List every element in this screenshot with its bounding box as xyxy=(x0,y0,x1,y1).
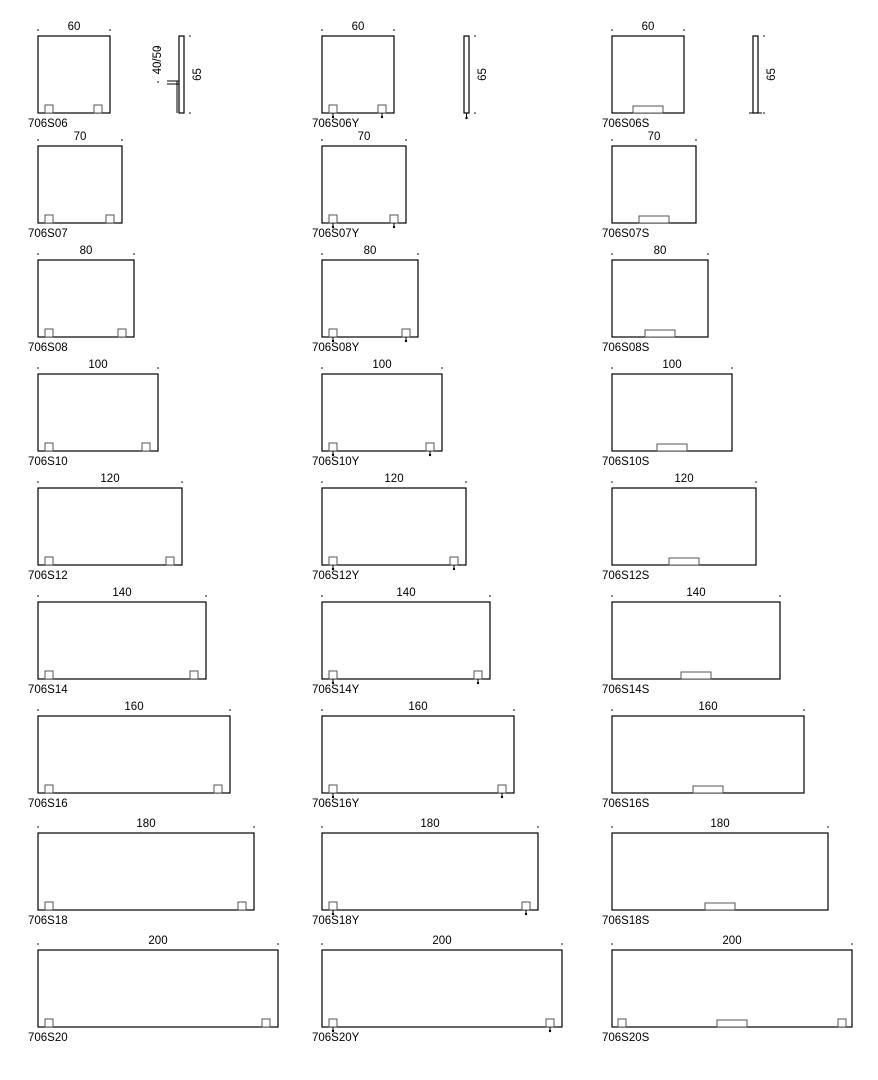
dimension-tick xyxy=(763,112,765,114)
dimension-tick xyxy=(321,139,323,141)
panel-front-view xyxy=(38,36,110,113)
dimension-tick xyxy=(611,826,613,828)
dimension-tick xyxy=(417,253,419,255)
base-plate xyxy=(717,1020,747,1027)
clamp-screw-head xyxy=(405,340,407,342)
foot-bracket xyxy=(214,785,222,793)
dimension-tick xyxy=(37,481,39,483)
width-label: 140 xyxy=(686,587,706,599)
product-code: 706S12S xyxy=(602,570,650,582)
clamp-screw-head xyxy=(477,682,479,684)
panel-front-view xyxy=(38,374,158,451)
dimension-tick xyxy=(321,943,323,945)
panel-front-view xyxy=(612,716,804,793)
foot-bracket xyxy=(262,1019,270,1027)
product-code: 706S20Y xyxy=(312,1032,360,1044)
dimension-tick xyxy=(611,29,613,31)
dimension-tick xyxy=(465,481,467,483)
product-code: 706S07 xyxy=(28,228,68,240)
product-code: 706S14S xyxy=(602,684,650,696)
clamp-screw-head xyxy=(549,1030,551,1032)
dimension-tick xyxy=(441,367,443,369)
base-plate xyxy=(705,903,735,910)
foot-bracket xyxy=(166,557,174,565)
dimension-tick xyxy=(229,709,231,711)
foot-bracket xyxy=(329,785,337,793)
panel-front-view xyxy=(612,374,732,451)
foot-bracket xyxy=(329,215,337,223)
product-code: 706S07Y xyxy=(312,228,360,240)
clamp-screw-head xyxy=(501,796,503,798)
foot-bracket xyxy=(546,1019,554,1027)
clamp-range-label: 40/50 xyxy=(152,45,164,75)
foot-bracket xyxy=(522,902,530,910)
width-label: 180 xyxy=(136,818,156,830)
product-code: 706S14 xyxy=(28,684,68,696)
dimension-tick xyxy=(611,595,613,597)
dimension-tick xyxy=(683,29,685,31)
foot-bracket xyxy=(45,557,53,565)
width-label: 120 xyxy=(100,473,120,485)
dimension-tick xyxy=(37,367,39,369)
width-label: 100 xyxy=(662,359,682,371)
width-label: 60 xyxy=(67,21,81,33)
foot-bracket xyxy=(142,443,150,451)
product-code: 706S06 xyxy=(28,118,68,130)
dimension-tick xyxy=(405,139,407,141)
panel-front-view xyxy=(322,146,406,223)
foot-bracket xyxy=(238,902,246,910)
dimension-tick xyxy=(827,826,829,828)
foot-bracket xyxy=(474,671,482,679)
panel-front-view xyxy=(38,833,254,910)
clamp-screw-head xyxy=(381,116,383,118)
foot-bracket xyxy=(94,105,102,113)
dimension-tick xyxy=(181,481,183,483)
panel-front-view xyxy=(38,950,278,1027)
foot-bracket xyxy=(402,329,410,337)
dimension-tick xyxy=(755,481,757,483)
panel-front-view xyxy=(612,602,780,679)
dimension-tick xyxy=(189,35,191,37)
base-plate xyxy=(669,558,699,565)
width-label: 70 xyxy=(73,131,87,143)
dimension-tick xyxy=(611,253,613,255)
foot-bracket xyxy=(45,215,53,223)
base-plate xyxy=(633,106,663,113)
width-label: 80 xyxy=(363,245,377,257)
foot-bracket xyxy=(45,902,53,910)
width-label: 200 xyxy=(432,935,452,947)
product-code: 706S12 xyxy=(28,570,68,582)
dimension-tick xyxy=(474,112,476,114)
width-label: 180 xyxy=(710,818,730,830)
product-code: 706S18S xyxy=(602,915,650,927)
dimension-tick xyxy=(321,481,323,483)
foot-bracket xyxy=(329,557,337,565)
base-plate xyxy=(645,330,675,337)
product-code: 706S20 xyxy=(28,1032,68,1044)
dimension-tick xyxy=(321,709,323,711)
foot-bracket xyxy=(838,1019,846,1027)
dimension-tick xyxy=(277,943,279,945)
product-code: 706S06Y xyxy=(312,118,360,130)
dimension-tick xyxy=(121,139,123,141)
product-code: 706S10Y xyxy=(312,456,360,468)
panel-front-view xyxy=(322,833,538,910)
dimension-tick xyxy=(321,29,323,31)
clamp-screw-head xyxy=(453,568,455,570)
foot-bracket xyxy=(390,215,398,223)
dimension-tick xyxy=(37,253,39,255)
dimension-tick xyxy=(803,709,805,711)
dimension-tick xyxy=(321,826,323,828)
dimension-tick xyxy=(133,253,135,255)
width-label: 180 xyxy=(420,818,440,830)
foot-bracket xyxy=(45,443,53,451)
dimension-tick xyxy=(731,367,733,369)
foot-bracket xyxy=(45,329,53,337)
dimension-tick xyxy=(393,29,395,31)
foot-bracket xyxy=(45,1019,53,1027)
foot-bracket xyxy=(118,329,126,337)
panel-front-view xyxy=(38,602,206,679)
product-code: 706S20S xyxy=(602,1032,650,1044)
product-code: 706S10S xyxy=(602,456,650,468)
panel-front-view xyxy=(38,716,230,793)
width-label: 60 xyxy=(351,21,365,33)
dimension-tick xyxy=(37,29,39,31)
height-label: 65 xyxy=(766,68,778,81)
panel-front-view xyxy=(322,374,442,451)
dimension-tick xyxy=(37,709,39,711)
dimension-tick xyxy=(37,826,39,828)
panel-front-view xyxy=(612,488,756,565)
base-plate xyxy=(657,444,687,451)
foot-bracket xyxy=(498,785,506,793)
dimension-tick xyxy=(851,943,853,945)
dimension-tick xyxy=(611,943,613,945)
width-label: 160 xyxy=(408,701,428,713)
foot-bracket xyxy=(618,1019,626,1027)
dimension-tick xyxy=(707,253,709,255)
base-plate xyxy=(693,786,723,793)
width-label: 80 xyxy=(79,245,93,257)
panel-front-view xyxy=(322,950,562,1027)
foot-bracket xyxy=(426,443,434,451)
product-code: 706S08S xyxy=(602,342,650,354)
dimension-tick xyxy=(157,81,159,83)
dimension-tick xyxy=(37,139,39,141)
product-code: 706S08Y xyxy=(312,342,360,354)
dimension-tick xyxy=(611,709,613,711)
foot-bracket xyxy=(45,785,53,793)
base-plate xyxy=(681,672,711,679)
dimension-tick xyxy=(157,367,159,369)
panel-front-view xyxy=(612,260,708,337)
product-code: 706S07S xyxy=(602,228,650,240)
product-code: 706S08 xyxy=(28,342,68,354)
width-label: 60 xyxy=(641,21,655,33)
clamp-screw-head xyxy=(393,226,395,228)
panel-front-view xyxy=(322,716,514,793)
dimension-tick xyxy=(489,595,491,597)
panel-front-view xyxy=(38,488,182,565)
dimension-tick xyxy=(189,112,191,114)
dimension-tick xyxy=(611,139,613,141)
foot-bracket xyxy=(329,902,337,910)
dimension-tick xyxy=(253,826,255,828)
product-code: 706S06S xyxy=(602,118,650,130)
foot-bracket xyxy=(329,443,337,451)
dimension-tick xyxy=(321,595,323,597)
width-label: 70 xyxy=(647,131,661,143)
clamp-screw-head xyxy=(525,913,527,915)
width-label: 200 xyxy=(722,935,742,947)
product-code: 706S16 xyxy=(28,798,68,810)
panel-front-view xyxy=(612,146,696,223)
foot-bracket xyxy=(329,671,337,679)
product-code: 706S12Y xyxy=(312,570,360,582)
panel-front-view xyxy=(612,833,828,910)
foot-bracket xyxy=(45,671,53,679)
width-label: 140 xyxy=(396,587,416,599)
product-code: 706S18Y xyxy=(312,915,360,927)
product-code: 706S16Y xyxy=(312,798,360,810)
panel-front-view xyxy=(38,146,122,223)
dimension-tick xyxy=(611,481,613,483)
foot-bracket xyxy=(378,105,386,113)
product-code: 706S18 xyxy=(28,915,68,927)
foot-bracket xyxy=(329,1019,337,1027)
width-label: 160 xyxy=(698,701,718,713)
width-label: 160 xyxy=(124,701,144,713)
width-label: 100 xyxy=(372,359,392,371)
panel-side-view xyxy=(179,36,184,113)
dimension-tick xyxy=(561,943,563,945)
dimension-tick xyxy=(779,595,781,597)
width-label: 100 xyxy=(88,359,108,371)
dimension-tick xyxy=(513,709,515,711)
panel-front-view xyxy=(322,488,466,565)
panel-front-view xyxy=(322,602,490,679)
dimension-tick xyxy=(611,367,613,369)
dimension-tick xyxy=(37,595,39,597)
dimension-tick xyxy=(321,367,323,369)
foot-bracket xyxy=(450,557,458,565)
panel-front-view xyxy=(612,36,684,113)
width-label: 70 xyxy=(357,131,371,143)
dimension-tick xyxy=(109,29,111,31)
panel-front-view xyxy=(38,260,134,337)
width-label: 120 xyxy=(384,473,404,485)
foot-bracket xyxy=(106,215,114,223)
dimension-tick xyxy=(763,35,765,37)
clamp-screw-head xyxy=(465,117,467,119)
dimension-tick xyxy=(205,595,207,597)
width-label: 200 xyxy=(148,935,168,947)
dimension-tick xyxy=(474,35,476,37)
panel-side-view xyxy=(753,36,758,113)
dimension-tick xyxy=(321,253,323,255)
dimension-tick xyxy=(695,139,697,141)
height-label: 65 xyxy=(192,68,204,81)
dimension-tick xyxy=(37,943,39,945)
product-code: 706S10 xyxy=(28,456,68,468)
foot-bracket xyxy=(329,329,337,337)
panel-front-view xyxy=(612,950,852,1027)
width-label: 120 xyxy=(674,473,694,485)
height-label: 65 xyxy=(477,68,489,81)
foot-bracket xyxy=(190,671,198,679)
panel-front-view xyxy=(322,36,394,113)
panel-front-view xyxy=(322,260,418,337)
clamp-screw-head xyxy=(429,454,431,456)
base-plate xyxy=(639,216,669,223)
panel-side-view xyxy=(464,36,469,113)
foot-bracket xyxy=(329,105,337,113)
foot-bracket xyxy=(45,105,53,113)
product-code: 706S16S xyxy=(602,798,650,810)
width-label: 80 xyxy=(653,245,667,257)
product-code: 706S14Y xyxy=(312,684,360,696)
width-label: 140 xyxy=(112,587,132,599)
dimension-tick xyxy=(537,826,539,828)
